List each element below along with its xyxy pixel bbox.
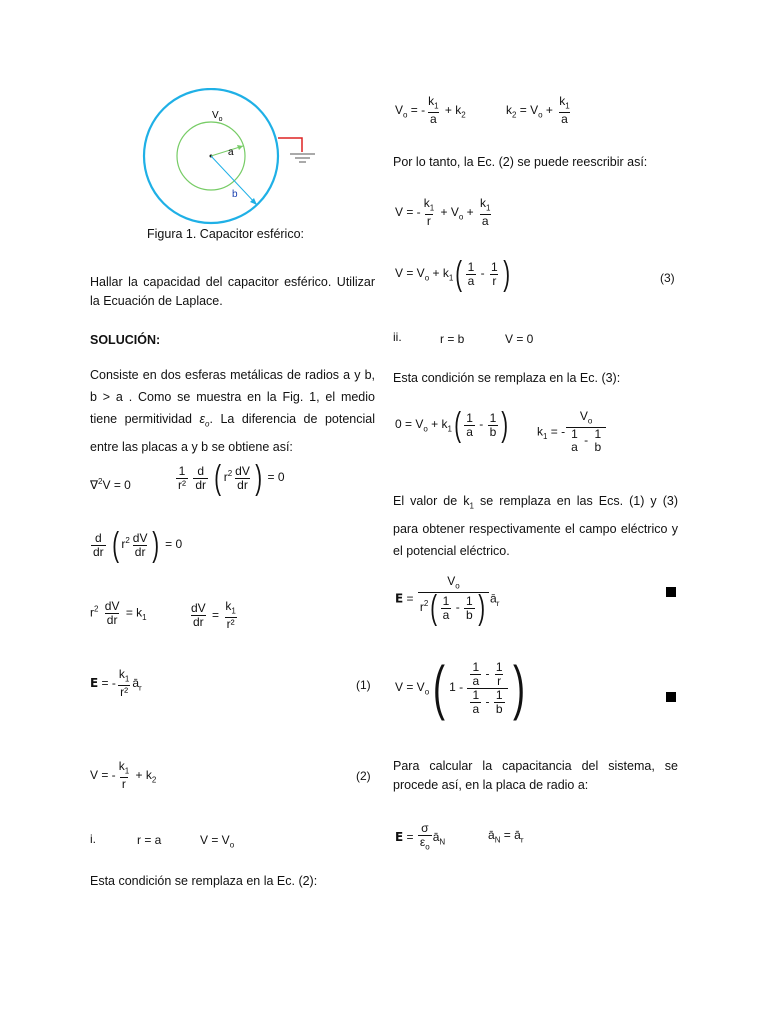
vo-equation: $V_o$ = - $\frac{k_1}{a}$ + $k_2$ (395, 94, 466, 127)
condition-ii-text: Esta condición se remplaza en la Ec. (3): (393, 371, 621, 385)
end-square-1 (666, 587, 676, 597)
condition-i-text: Esta condición se remplaza en la Ec. (2): (90, 874, 318, 888)
end-square-2 (666, 692, 676, 702)
solution-heading: SOLUCIÓN: (90, 333, 161, 347)
potential-eq2: V = - $\frac{k_1}{r}$ + $k_2$ (90, 759, 157, 792)
k1-substitution-text: El valor de $k_1$ se remplaza en las Ecs. (1) y (3) para obtener respectivamente el campo eléctrico y el potencial eléctrico. (393, 494, 679, 558)
capacitance-text: Para calcular la capacitancia del sistema, se procede así, en la placa de radio a: (393, 759, 678, 792)
laplace-radial: $\frac{d}{dr}$ ( $r^2$ $\frac{dV}{dr}$ ) = 0 (93, 526, 183, 564)
eq2-label: (2) (356, 769, 371, 783)
laplace-spherical: $\frac{1}{\text{r²}}$ $\frac{d}{dr}$ ( $r^2$ $\frac{dV}{dr}$ ) = 0 (178, 459, 285, 497)
normal-vector-eq: $ā_N$ = $ā_r$ (488, 828, 524, 845)
condition-ii-r: r = b (440, 332, 465, 346)
rewrite-text: Por lo tanto, la Ec. (2) se puede reescribir así: (393, 155, 648, 169)
potential-eq3: $V = V_o + k_1$( $\frac{1}{a}$ - $\frac{1}{r}$ ) (395, 255, 510, 293)
label-b: b (232, 189, 238, 200)
potential-rewrite: V = - $\frac{k_1}{r}$ + $V_o$ + $\frac{k_1}{a}$ (395, 196, 491, 229)
surface-charge-eq: E = $\frac{\sigma}{\varepsilon_o}$ $ā_N$ (395, 821, 446, 852)
condition-i-label: i. (90, 832, 96, 846)
ground-wire (278, 138, 302, 152)
dv-dr: $\frac{dV}{dr}$ = $\frac{k_1}{\text{r²}}$ (191, 599, 236, 632)
eq1-label: (1) (356, 678, 371, 692)
intro-paragraph: Consiste en dos esferas metálicas de radios a y b, b > a . Como se muestra en la Fig. 1, el medio tiene permitividad $\varepsilon_o$. La diferencia de potencial entre las placas a y b se obtiene así: (90, 368, 375, 454)
k2-equation: $k_2 = V_o$ + $\frac{k_1}{a}$ (506, 94, 570, 127)
label-vo: $V_o$ (212, 110, 223, 123)
electric-field-result: E = $V_o$ $r^2$( $\frac{1}{a}$ - $\frac{1}{b}$ ) $ā_r$ (395, 574, 500, 628)
condition-ii-v: V = 0 (505, 332, 534, 346)
potential-result: $V = V_o$( 1 - $\frac{1}{a}$ - $\frac{1}{r}$ $\frac{1}{a}$ - $\frac{1}{b}$ ) (395, 654, 525, 721)
electric-field-eq1: E = - $\frac{k_1}{\text{r²}}$ $ā_r$ (90, 667, 142, 700)
k1-equation: $k_1$ = - $V_o$ 1 a - 1 b (537, 410, 607, 454)
integration-step: $r^2$ $\frac{dV}{dr}$ = $k_1$ (90, 599, 147, 627)
condition-i-v: $V = V_o$ (200, 833, 235, 850)
eq3-label: (3) (660, 271, 675, 285)
label-a: a (228, 147, 234, 158)
figure-caption: Figura 1. Capacitor esférico: (147, 227, 305, 241)
boundary-eq: $0 = V_o + k_1$( $\frac{1}{a}$ - $\frac{1}{b}$ ) (395, 406, 509, 444)
spherical-capacitor-figure (140, 88, 340, 238)
condition-i-r: r = a (137, 833, 162, 847)
condition-ii-label: ii. (393, 330, 402, 344)
laplace-equation: ∇$^2$V = 0 (90, 477, 131, 492)
problem-statement: Hallar la capacidad del capacitor esférico. Utilizar la Ecuación de Laplace. (90, 275, 375, 308)
